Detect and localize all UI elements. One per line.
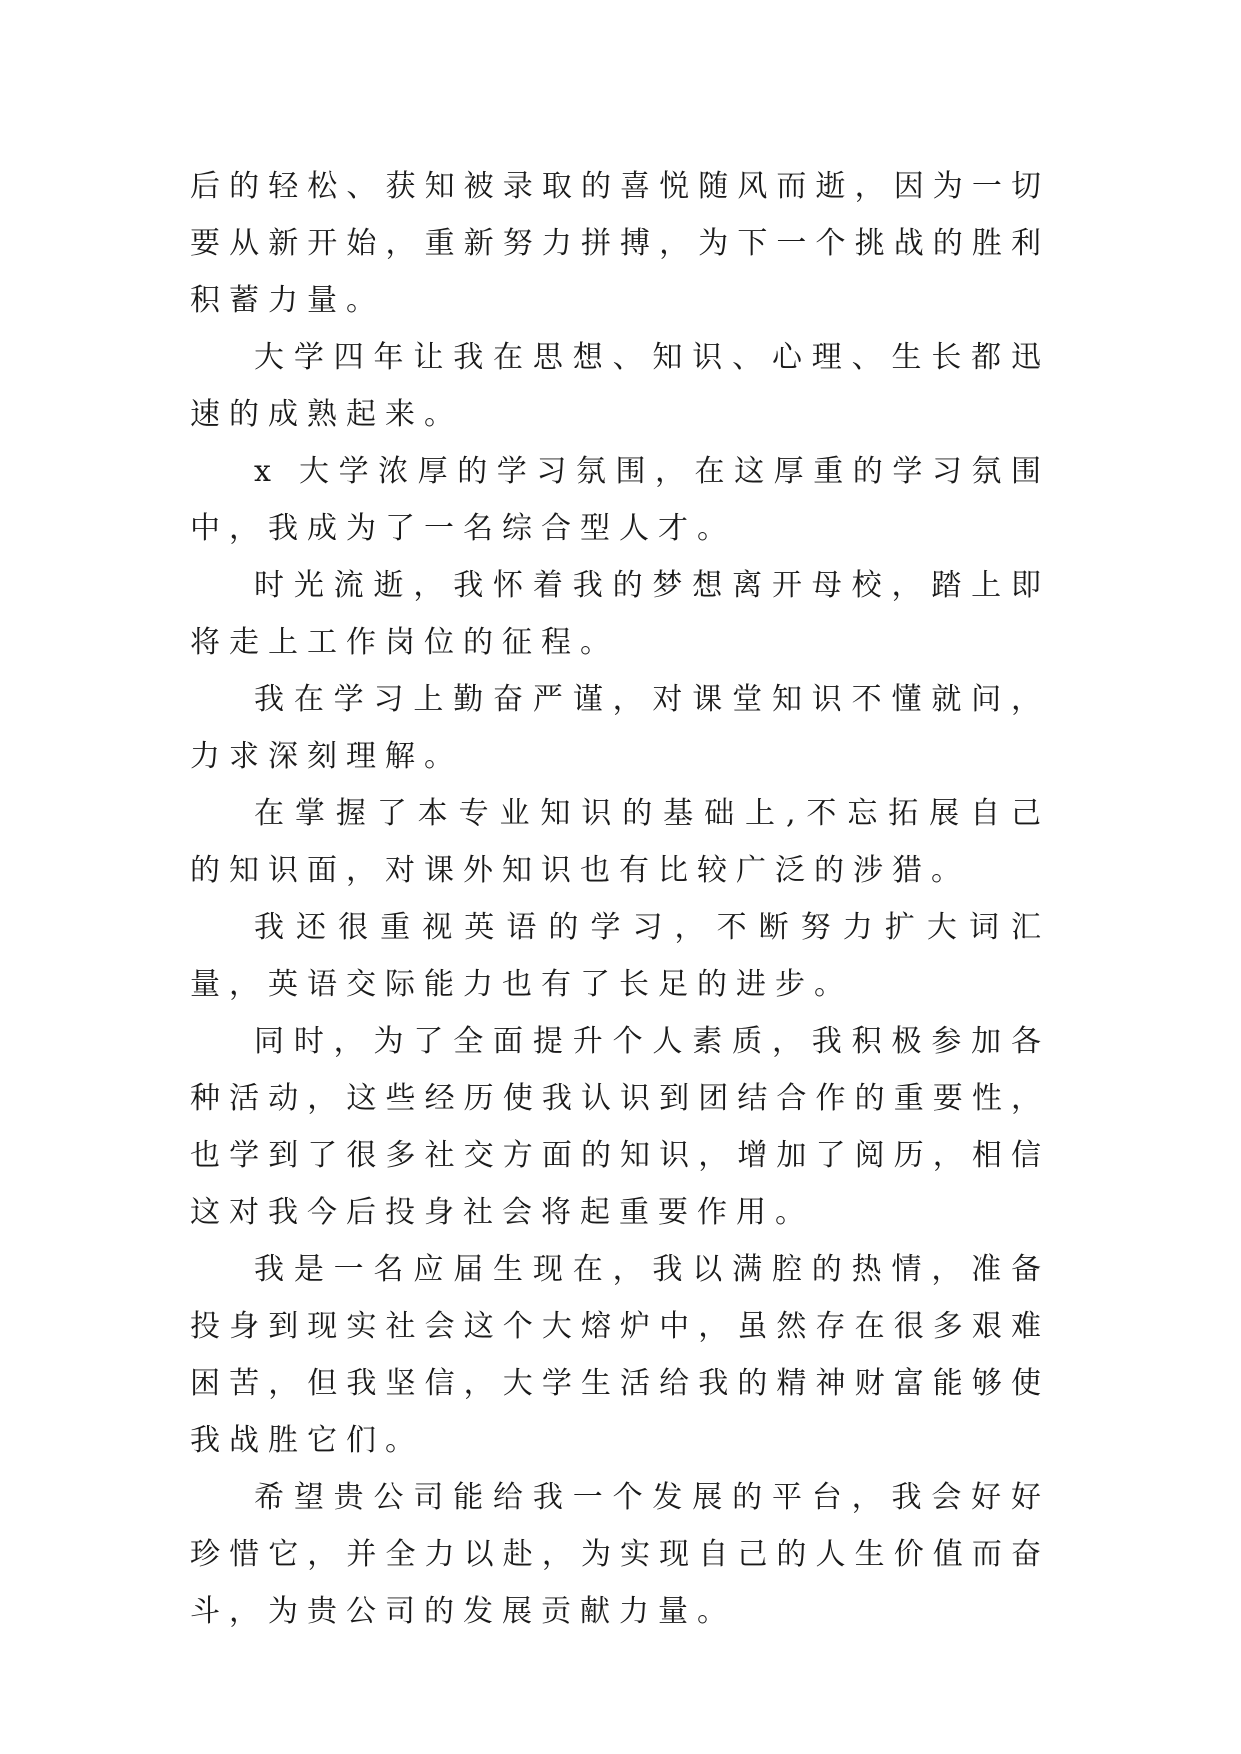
document-body: [190, 158, 1050, 1640]
paragraph: 希望贵公司能给我一个发展的平台，我会好好珍惜它，并全力以赴，为实现自己的人生价值而奋斗，为贵公司的发展贡献力量。: [190, 1480, 1050, 1629]
paragraph: x 大学浓厚的学习氛围，在这厚重的学习氛围中，我成为了一名综合型人才。: [190, 454, 1050, 546]
paragraph: 同时，为了全面提升个人素质，我积极参加各种活动，这些经历使我认识到团结合作的重要性，也学到了很多社交方面的知识，增加了阅历，相信这对我今后投身社会将起重要作用。: [190, 1024, 1050, 1230]
paragraph: 我是一名应届生现在，我以满腔的热情，准备投身到现实社会这个大熔炉中，虽然存在很多艰难困苦，但我坚信，大学生活给我的精神财富能够使我战胜它们。: [190, 1252, 1050, 1458]
paragraph: 时光流逝，我怀着我的梦想离开母校，踏上即将走上工作岗位的征程。: [190, 568, 1050, 660]
paragraph: 大学四年让我在思想、知识、心理、生长都迅速的成熟起来。: [190, 340, 1050, 432]
paragraph: 后的轻松、获知被录取的喜悦随风而逝，因为一切要从新开始，重新努力拼搏，为下一个挑战的胜利积蓄力量。: [190, 169, 1050, 318]
paragraph: 我还很重视英语的学习，不断努力扩大词汇量，英语交际能力也有了长足的进步。: [190, 910, 1050, 1002]
paragraph: 在掌握了本专业知识的基础上,不忘拓展自己的知识面，对课外知识也有比较广泛的涉猎。: [190, 796, 1050, 888]
paragraph: 我在学习上勤奋严谨，对课堂知识不懂就问，力求深刻理解。: [190, 682, 1050, 774]
